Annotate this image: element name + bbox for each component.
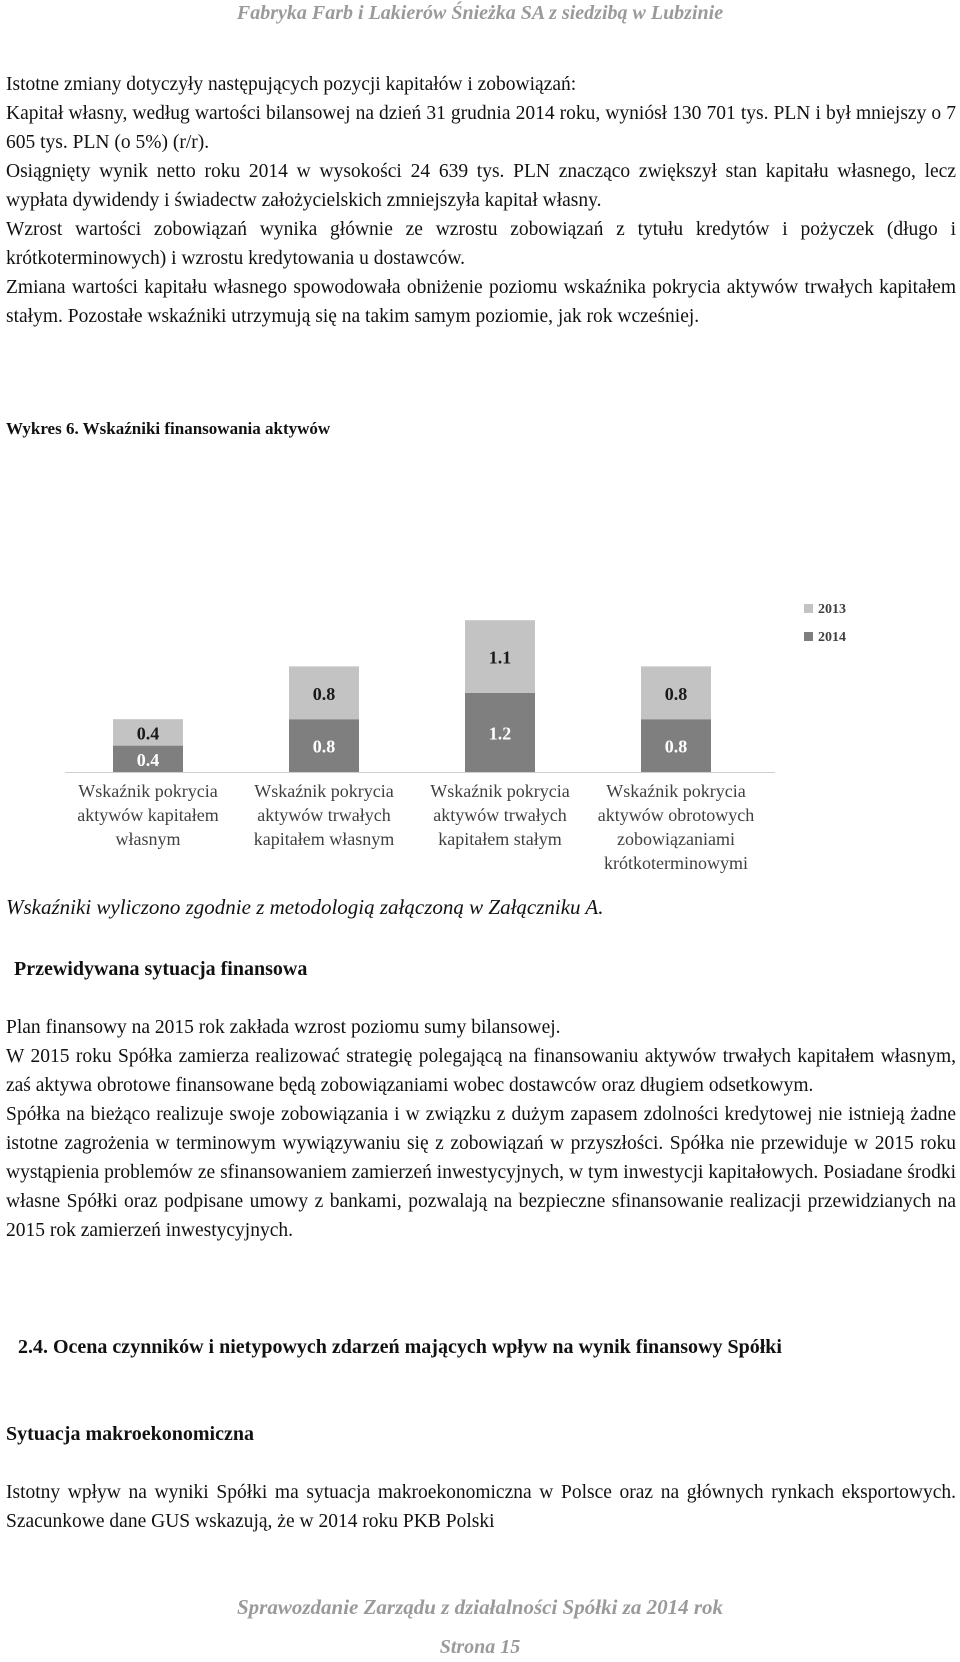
paragraph: Zmiana wartości kapitału własnego spowodowała obniżenie poziomu wskaźnika pokrycia aktywów trwałych kapitałem stałym. Pozostałe wskaźniki utrzymują się na takim samym poziomie, jak rok wcześniej. [6, 277, 956, 327]
legend-swatch-2013 [804, 604, 813, 613]
finance-text [6, 1013, 956, 1245]
page-header: Fabryka Farb i Lakierów Śnieżka SA z siedzibą w Lubzinie [236, 2, 724, 24]
category-label: kapitałem stałym [438, 829, 562, 849]
category-label: krótkoterminowymi [604, 853, 748, 873]
category-label: aktywów trwałych [257, 805, 391, 825]
paragraph: Kapitał własny, według wartości bilansowej na dzień 31 grudnia 2014 roku, wyniósł 130 701 tys. PLN i był mniejszy o 7 605 tys. PLN (o 5%) (r/r). [6, 103, 956, 153]
category-label: aktywów kapitałem [77, 805, 219, 825]
category-label: Wskaźnik pokrycia [254, 781, 394, 801]
data-label: 0.4 [136, 723, 160, 744]
data-label: 0.8 [664, 736, 688, 757]
data-label: 0.8 [664, 683, 688, 704]
data-label: 1.1 [488, 647, 512, 668]
category-label: własnym [115, 829, 181, 849]
data-label: 0.4 [136, 749, 160, 770]
category-label: aktywów obrotowych [597, 805, 755, 825]
category-label: zobowiązaniami [617, 829, 735, 849]
paragraph: Osiągnięty wynik netto roku 2014 w wysokości 24 639 tys. PLN znacząco zwiększył stan kapitału własnego, lecz wypłata dywidendy i świadectw założycielskich zmniejszyła kapitał własny. [6, 161, 956, 211]
footer-title: Sprawozdanie Zarządu z działalności Spółki za 2014 rok [236, 1595, 723, 1619]
legend-label-2013: 2013 [818, 602, 846, 617]
page-number: Strona 15 [439, 1636, 521, 1658]
paragraph: Istotne zmiany dotyczyły następujących pozycji kapitałów i zobowiązań: [6, 74, 577, 95]
paragraph: W 2015 roku Spółka zamierza realizować strategię polegającą na finansowaniu aktywów trwałych kapitałem własnym, zaś aktywa obrotowe finansowane będą zobowiązaniami wobec dostawców oraz długiem odsetkowym. [6, 1046, 956, 1096]
category-label: aktywów trwałych [433, 805, 567, 825]
financing-ratios-chart [60, 482, 880, 887]
section-heading: Przewidywana sytuacja finansowa [14, 958, 308, 980]
macro-text [6, 1478, 956, 1536]
chart-caption: Wykres 6. Wskaźniki finansowania aktywów [6, 419, 331, 438]
paragraph: Istotny wpływ na wyniki Spółki ma sytuacja makroekonomiczna w Polsce oraz na głównych rynkach eksportowych. Szacunkowe dane GUS wskazują, że w 2014 roku PKB Polski [6, 1482, 956, 1532]
paragraph: Plan finansowy na 2015 rok zakłada wzrost poziomu sumy bilansowej. [6, 1017, 561, 1038]
category-label: Wskaźnik pokrycia [78, 781, 218, 801]
numbered-heading: 2.4. Ocena czynników i nietypowych zdarzeń mających wpływ na wynik finansowy Spółki [18, 1336, 782, 1358]
data-label: 0.8 [312, 736, 336, 757]
paragraph: Spółka na bieżąco realizuje swoje zobowiązania i w związku z dużym zapasem zdolności kredytowej nie istnieją żadne istotne zagrożenia w terminowym wywiązywaniu się z zobowiązań w przyszłości. Spółka nie przewiduje w 2015 roku wystąpienia problemów ze sfinansowaniem zamierzeń inwestycyjnych, w tym inwestycji kapitałowych. Posiadane środki własne Spółki oraz podpisane umowy z bankami, pozwalają na bezpieczne sfinansowanie realizacji przewidzianych na 2015 rok zamierzeń inwestycyjnych. [6, 1104, 956, 1241]
data-label: 1.2 [488, 723, 512, 744]
methodology-note: Wskaźniki wyliczono zgodnie z metodologią załączoną w Załączniku A. [6, 895, 604, 919]
subheading: Sytuacja makroekonomiczna [6, 1423, 254, 1445]
legend-swatch-2014 [804, 632, 813, 641]
category-label: Wskaźnik pokrycia [606, 781, 746, 801]
paragraph: Wzrost wartości zobowiązań wynika głównie ze wzrostu zobowiązań z tytułu kredytów i pożyczek (długo i krótkoterminowych) i wzrostu kredytowania u dostawców. [6, 219, 956, 269]
legend-label-2014: 2014 [818, 630, 846, 645]
intro-text [6, 70, 956, 331]
data-label: 0.8 [312, 683, 336, 704]
category-label: Wskaźnik pokrycia [430, 781, 570, 801]
category-label: kapitałem własnym [253, 829, 395, 849]
